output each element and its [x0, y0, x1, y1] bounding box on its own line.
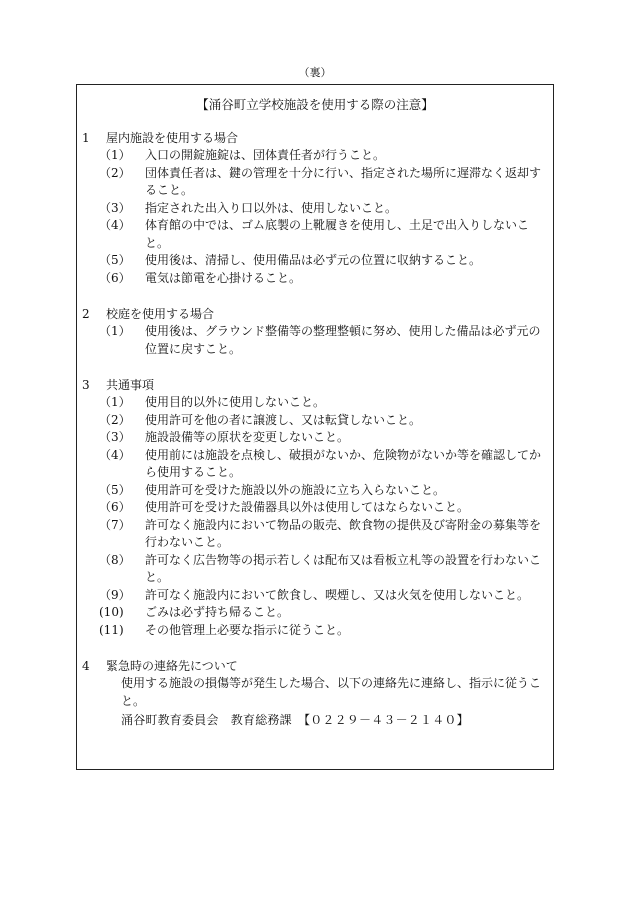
item-text: 入口の開錠施錠は、団体責任者が行うこと。 [145, 148, 386, 162]
list-item [81, 482, 549, 500]
section-common [81, 376, 549, 639]
list-item [81, 517, 549, 552]
section-emergency [81, 657, 549, 730]
section-title: 校庭を使用する場合 [106, 307, 215, 321]
section-title: 共通事項 [106, 378, 155, 392]
section-title: 屋内施設を使用する場合 [106, 131, 239, 145]
list-item [81, 622, 549, 640]
item-text: 電気は節電を心掛けること。 [145, 270, 302, 285]
list-item [81, 394, 549, 412]
section-title: 緊急時の連絡先について [106, 659, 238, 673]
item-number: (10) [99, 605, 124, 619]
list-item [81, 217, 549, 252]
item-number: （1） [99, 324, 131, 338]
item-number: （4） [99, 447, 131, 462]
notice-content [81, 129, 549, 748]
list-item [81, 323, 549, 358]
emergency-text: 使用する施設の損傷等が発生した場合、以下の連絡先に連絡し、指示に従うこと。 [121, 676, 542, 708]
item-number: （8） [99, 552, 131, 567]
item-text: 指定された出入り口以外は、使用しないこと。 [145, 200, 398, 215]
item-text: 体育館の中では、ゴム底製の上靴履きを使用し、土足で出入りしないこと。 [145, 218, 530, 250]
list-item [81, 147, 549, 165]
page-title: 【涌谷町立学校施設を使用する際の注意】 [196, 97, 434, 112]
item-number: （3） [99, 200, 131, 215]
list-item [81, 552, 549, 587]
item-number: （6） [99, 270, 131, 285]
item-number: （4） [99, 218, 131, 232]
section-number: 2 [82, 307, 90, 321]
list-item [81, 429, 549, 447]
item-text: ごみは必ず持ち帰ること。 [145, 605, 290, 619]
item-number: （7） [99, 517, 131, 532]
section-heading [81, 657, 549, 675]
section-indoor [81, 129, 549, 287]
item-text: 施設設備等の原状を変更しないこと。 [145, 430, 350, 444]
page-label: （裏） [298, 66, 332, 79]
item-text: 許可なく施設内において物品の販売、飲食物の提供及び寄附金の募集等を行わないこと。 [145, 517, 542, 549]
item-text: 許可なく広告物等の掲示若しくは配布又は看板立札等の設置を行わないこと。 [145, 552, 542, 584]
item-text: 使用後は、清掃し、使用備品は必ず元の位置に収納すること。 [145, 253, 482, 267]
item-number: （2） [99, 412, 131, 427]
item-number: （3） [99, 430, 131, 444]
list-item [81, 447, 549, 482]
item-text: 使用許可を受けた設備器具以外は使用してはならないこと。 [145, 500, 470, 514]
notice-frame [76, 84, 554, 770]
list-item [81, 165, 549, 200]
item-text: 使用前には施設を点検し、破損がないか、危険物がないか等を確認してから使用すること。 [145, 447, 542, 479]
item-text: 使用目的以外に使用しないこと。 [145, 395, 326, 409]
list-item [81, 499, 549, 517]
list-item [81, 252, 549, 270]
item-number: （9） [99, 587, 131, 602]
item-number: （2） [99, 165, 131, 180]
item-text: 団体責任者は、鍵の管理を十分に行い、指定された場所に遅滞なく返却すること。 [145, 165, 542, 197]
item-number: (11) [99, 622, 124, 637]
item-text: 使用許可を受けた施設以外の施設に立ち入らないこと。 [145, 482, 446, 497]
section-heading [81, 129, 549, 147]
item-text: 許可なく施設内において飲食し、喫煙し、又は火気を使用しないこと。 [145, 587, 530, 602]
section-number: 1 [82, 131, 90, 145]
list-item [81, 270, 549, 288]
item-number: （5） [99, 253, 131, 267]
section-heading [81, 376, 549, 394]
section-number: 4 [82, 659, 90, 673]
section-heading [81, 305, 549, 323]
list-item [81, 587, 549, 605]
item-number: （6） [99, 500, 131, 514]
list-item [81, 200, 549, 218]
emergency-contact: 涌谷町教育委員会 教育総務課 【０２２９－４３－２１４０】 [121, 713, 469, 727]
item-number: （5） [99, 482, 131, 497]
item-text: 使用後は、グラウンド整備等の整理整頓に努め、使用した備品は必ず元の位置に戻すこと。 [145, 324, 541, 356]
item-text: 使用許可を他の者に譲渡し、又は転貸しないこと。 [145, 412, 422, 427]
section-schoolyard [81, 305, 549, 358]
section-number: 3 [82, 378, 90, 392]
list-item [81, 412, 549, 430]
item-number: （1） [99, 395, 131, 409]
list-item [81, 604, 549, 622]
item-text: その他管理上必要な指示に従うこと。 [145, 622, 350, 637]
item-number: （1） [99, 148, 131, 162]
